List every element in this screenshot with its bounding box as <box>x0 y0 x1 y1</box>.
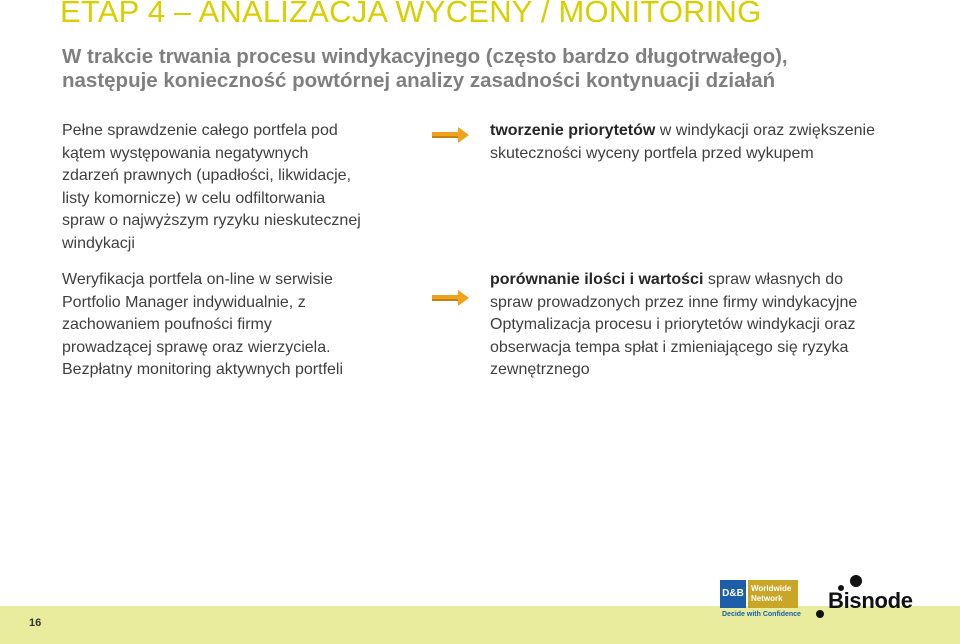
text-line: kątem występowania negatywnych <box>62 144 309 162</box>
text-line: zdarzeń prawnych (upadłości, likwidacje, <box>62 167 352 184</box>
subtitle <box>62 45 942 93</box>
row2-left-text <box>62 269 422 382</box>
dnb-name-line: Worldwide <box>751 584 792 593</box>
dnb-name-line: Network <box>751 594 783 603</box>
text-line: Optymalizacja procesu i priorytetów windykacji oraz <box>490 316 856 333</box>
text-line: Portfolio Manager indywidualnie, z <box>62 293 306 311</box>
text-line: prowadzącej sprawę oraz wierzyciela. <box>62 338 331 356</box>
bisnode-logo <box>814 574 932 622</box>
text-line <box>490 120 930 143</box>
dnb-logo <box>720 580 800 620</box>
text-line: Weryfikacja portfela on-line w serwisie <box>62 271 333 288</box>
text-line: Pełne sprawdzenie całego portfela pod <box>62 122 338 139</box>
emphasis: porównanie ilości i wartości <box>490 271 704 288</box>
text-line: windykacji <box>62 234 135 252</box>
text-line: spraw prowadzonych przez inne firmy windykacyjne <box>490 293 858 311</box>
row1-right-text <box>490 120 930 165</box>
text-fragment: w windykacji oraz zwiększenie <box>655 122 875 139</box>
subtitle-line: W trakcie trwania procesu windykacyjnego (często bardzo długotrwałego), <box>62 45 788 68</box>
text-fragment: spraw własnych do <box>703 271 844 288</box>
text-line: skuteczności wyceny portfela przed wykupem <box>490 144 814 162</box>
emphasis: tworzenie priorytetów <box>490 122 656 139</box>
page-number: 16 <box>29 617 42 629</box>
arrow-right-icon <box>432 289 470 307</box>
subtitle-line: następuje konieczność powtórnej analizy zasadności kontynuacji działań <box>62 69 776 92</box>
page-title: ETAP 4 – ANALIZACJA WYCENY / MONITORING <box>60 0 762 29</box>
row1-left-text <box>62 120 422 255</box>
dnb-tagline: Decide with Confidence <box>722 611 801 618</box>
text-line: Bezpłatny monitoring aktywnych portfeli <box>62 361 344 378</box>
text-line: spraw o najwyższym ryzyku nieskutecznej <box>62 212 361 229</box>
text-line: zewnętrznego <box>490 361 590 378</box>
row2-right-text <box>490 269 930 382</box>
text-line: listy komornicze) w celu odfiltorwania <box>62 189 326 207</box>
dnb-mark: D&B <box>720 580 746 608</box>
arrow-right-icon <box>432 126 470 144</box>
text-line: obserwacja tempa spłat i zmieniającego się ryzyka <box>490 338 849 356</box>
bisnode-wordmark: Bisnode <box>828 588 913 613</box>
text-line <box>490 269 930 292</box>
dnb-network-label <box>748 580 798 608</box>
text-line: zachowaniem poufności firmy <box>62 316 272 333</box>
